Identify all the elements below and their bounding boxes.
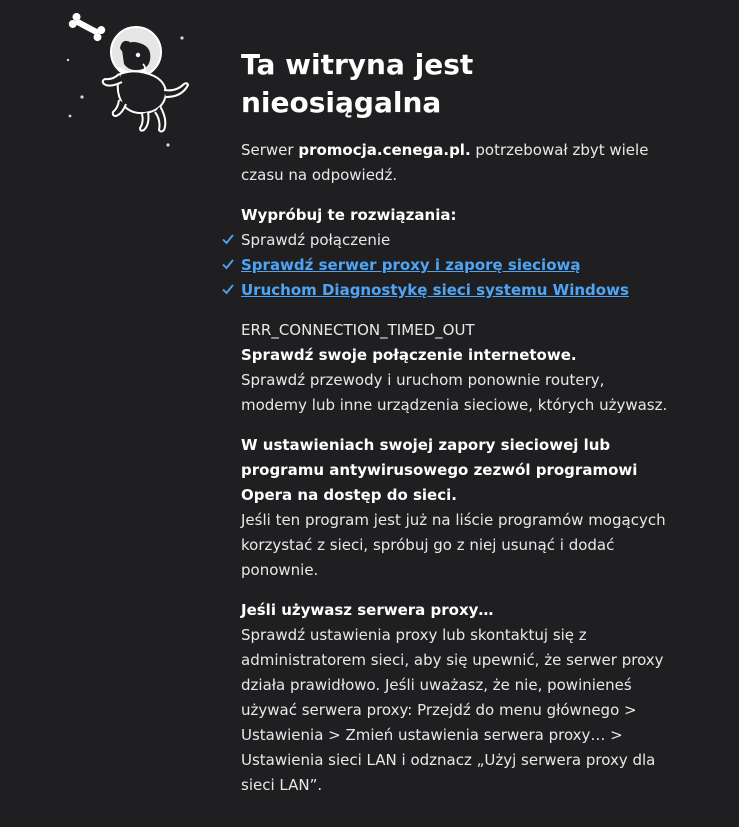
bone-icon [67,12,106,43]
error-content [241,46,671,798]
suggestions-heading: Wypróbuj te rozwiązania: [241,206,457,224]
section-connection [241,343,671,418]
suggestion-label: Sprawdź połączenie [241,231,391,249]
suggestion-check-proxy [241,253,671,278]
section-title: Jeśli używasz serwera proxy… [241,601,494,619]
section-title: Sprawdź swoje połączenie internetowe. [241,346,577,364]
intro-host: promocja.cenega.pl. [298,141,471,159]
check-icon [221,232,235,246]
check-icon [221,282,235,296]
suggestions-list [241,228,671,303]
section-body: Jeśli ten program jest już na liście programów mogących korzystać z sieci, spróbuj go z niej usunąć i dodać ponownie. [241,511,666,579]
page-title: Ta witryna jest nieosiągalna [241,48,474,119]
space-dog-illustration [60,12,190,157]
error-code: ERR_CONNECTION_TIMED_OUT [241,321,475,339]
suggestion-check-connection [241,228,671,253]
check-icon [221,257,235,271]
suggestion-run-diagnostics [241,278,671,303]
section-proxy [241,598,671,798]
windows-diagnostics-link[interactable]: Uruchom Diagnostykę sieci systemu Windows [241,281,629,299]
intro-text [241,138,671,188]
intro-prefix: Serwer [241,141,299,159]
proxy-firewall-link[interactable]: Sprawdź serwer proxy i zaporę sieciową [241,256,581,274]
section-body: Sprawdź ustawienia proxy lub skontaktuj się z administratorem sieci, aby się upewnić, że serwer proxy działa prawidłowo. Jeśli uważasz, że nie, powinieneś używać serwera proxy: Przejdź do menu głównego > Ustawienia > Zmień ustawienia serwera proxy… > Ustawienia sieci LAN i odznacz „Użyj serwera proxy dla sieci LAN”. [241,626,664,794]
section-body: Sprawdź przewody i uruchom ponownie routery, modemy lub inne urządzenia sieciowe, których używasz. [241,371,668,414]
intro-suffix: potrzebował zbyt wiele czasu na odpowiedź. [241,141,649,184]
section-firewall [241,433,671,583]
section-title: W ustawieniach swojej zapory sieciowej lub programu antywirusowego zezwól programowi Opera na dostęp do sieci. [241,436,638,504]
